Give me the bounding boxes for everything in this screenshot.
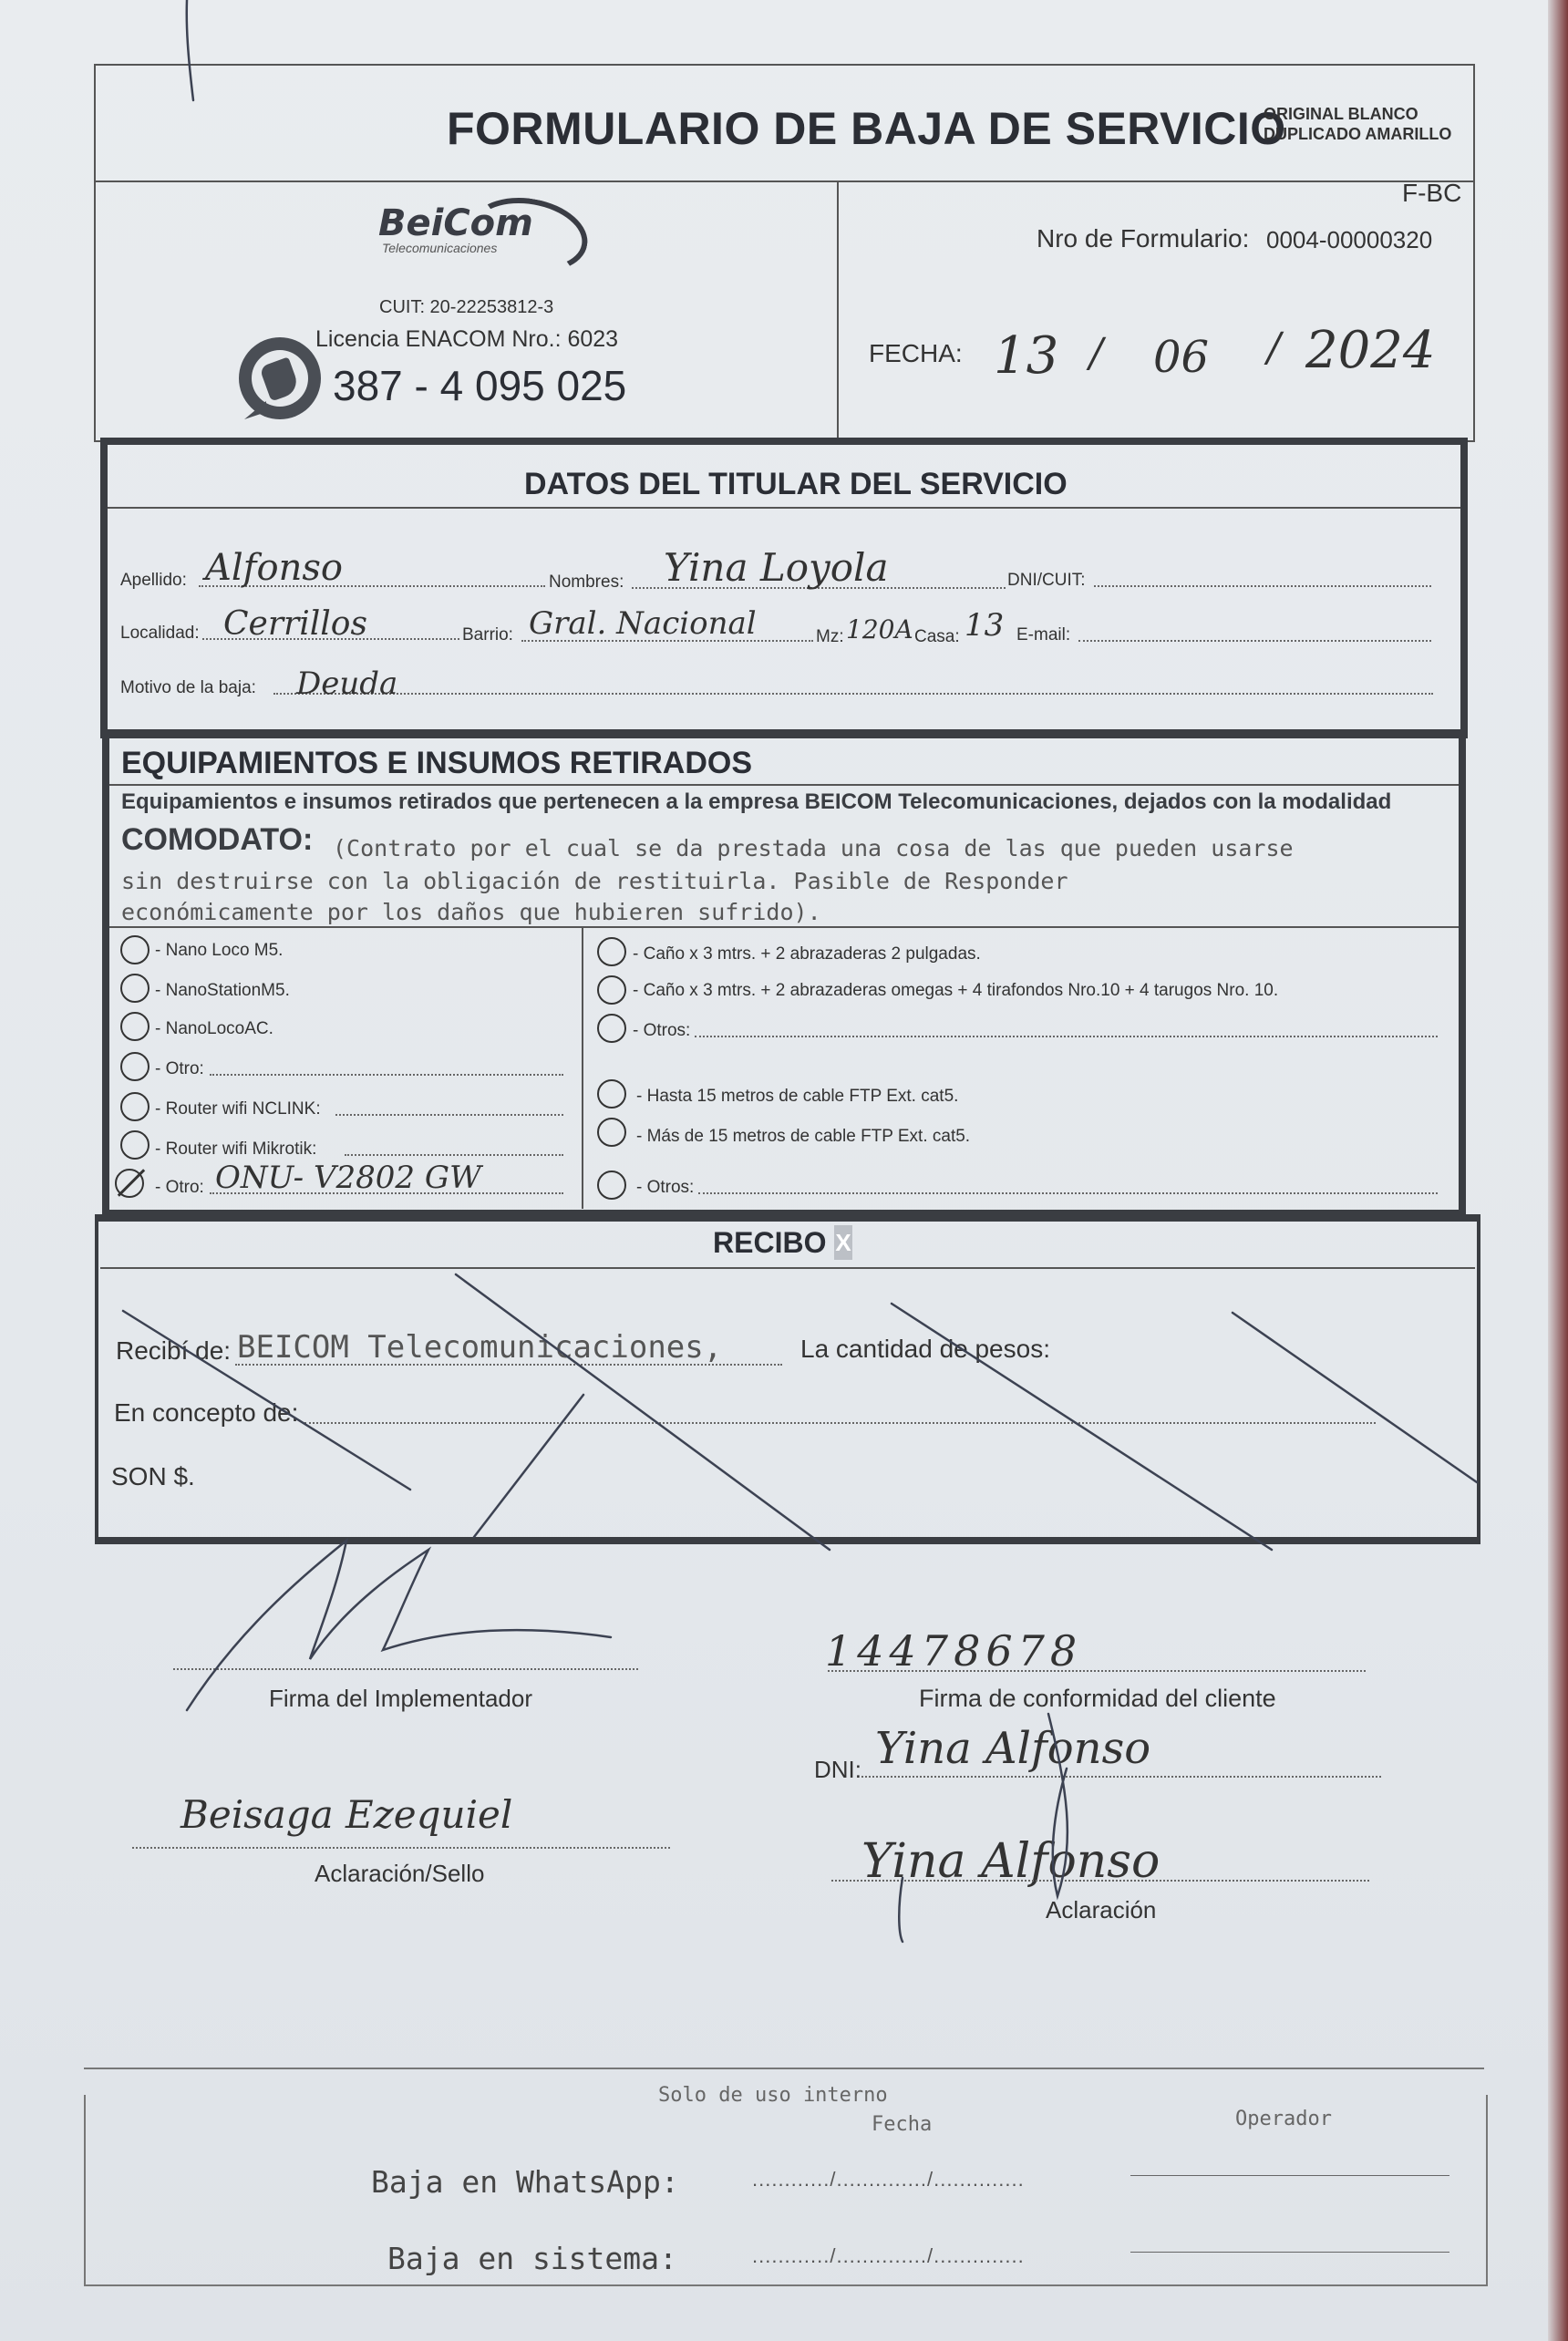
comodato-text-1: (Contrato por el cual se da prestada una cosa de las que pueden usarse	[333, 835, 1294, 861]
cliente-number: 14478678	[825, 1626, 1083, 1676]
recibi-label: Recibí de:	[116, 1336, 232, 1365]
date-day: 13	[994, 326, 1059, 386]
recibo-cross-2	[456, 1274, 830, 1550]
son-label: SON $.	[111, 1462, 195, 1490]
email-label: E-mail:	[1016, 625, 1071, 645]
mz-label: Mz:	[816, 627, 844, 646]
company-phone: 387 - 4 095 025	[333, 362, 627, 409]
nombres-value: Yina Loyola	[664, 545, 889, 590]
titular-title: DATOS DEL TITULAR DEL SERVICIO	[524, 467, 1068, 501]
cliente-label: Firma de conformidad del cliente	[919, 1685, 1276, 1712]
form-code: F-BC	[1402, 179, 1462, 207]
recibo-cross-5	[474, 1395, 583, 1537]
fecha-label: Fecha	[872, 2113, 933, 2136]
recibo-cross-4	[1233, 1313, 1477, 1482]
form-title: FORMULARIO DE BAJA DE SERVICIO	[447, 103, 1286, 154]
aclaracion-sello-value: Beisaga Ezequiel	[181, 1792, 513, 1837]
implementador-signature	[187, 1541, 611, 1710]
barrio-value: Gral. Nacional	[529, 605, 757, 642]
form-number: 0004-00000320	[1266, 226, 1433, 253]
whatsapp-baja-label: Baja en WhatsApp:	[371, 2164, 679, 2200]
cantidad-label: La cantidad de pesos:	[800, 1335, 1050, 1363]
localidad-label: Localidad:	[120, 624, 200, 643]
aclaracion-label: Aclaración	[1046, 1896, 1157, 1923]
casa-value: 13	[965, 607, 1005, 644]
item-router-nclink: - Router wifi NCLINK:	[155, 1099, 321, 1119]
sistema-baja-label: Baja en sistema:	[387, 2241, 677, 2276]
copy-original: ORIGINAL BLANCO	[1264, 105, 1418, 123]
comodato-text-3: económicamente por los daños que hubieren sufrido).	[121, 899, 821, 925]
dni-cuit-label: DNI/CUIT:	[1007, 571, 1086, 590]
barrio-label: Barrio:	[462, 625, 513, 645]
item-otro-1: - Otro:	[155, 1059, 204, 1078]
equipment-intro: Equipamientos e insumos retirados que pertenecen a la empresa BEICOM Telecomunicaciones, dejados con la modalidad	[121, 789, 1392, 814]
whatsapp-date-field[interactable]: ............/............../..............	[752, 2168, 1025, 2191]
sistema-date-field[interactable]: ............/............../..............	[752, 2244, 1025, 2267]
recibo-cross-3	[892, 1304, 1272, 1550]
item-mas-15m: - Más de 15 metros de cable FTP Ext. cat5.	[636, 1127, 971, 1146]
cliente-signature-stroke	[1048, 1714, 1068, 1896]
item-nanoloco-ac: - NanoLocoAC.	[155, 1019, 273, 1038]
date-label: FECHA:	[869, 339, 963, 367]
localidad-value: Cerrillos	[223, 605, 367, 643]
logo-name: BeiCom	[378, 202, 533, 244]
otro-2-value: ONU- V2802 GW	[215, 1160, 481, 1196]
recibi-value: BEICOM Telecomunicaciones,	[237, 1329, 723, 1366]
aclaracion-value: Yina Alfonso	[861, 1834, 1161, 1889]
motivo-value: Deuda	[296, 665, 398, 702]
recibo-title: RECIBO	[713, 1226, 827, 1259]
form-number-label: Nro de Formulario:	[1037, 224, 1250, 253]
date-month: 06	[1153, 332, 1210, 383]
mz-value: 120A	[846, 614, 913, 645]
equipment-title: EQUIPAMIENTOS E INSUMOS RETIRADOS	[121, 746, 753, 780]
date-sep-2: /	[1267, 325, 1281, 371]
item-hasta-15m: - Hasta 15 metros de cable FTP Ext. cat5.	[636, 1087, 959, 1106]
dni-value: Yina Alfonso	[875, 1723, 1151, 1774]
item-cano-2-pulgadas: - Caño x 3 mtrs. + 2 abrazaderas 2 pulgadas.	[633, 944, 981, 964]
dni-label: DNI:	[814, 1756, 861, 1783]
motivo-label: Motivo de la baja:	[120, 678, 256, 697]
top-pen-mark	[187, 0, 193, 100]
concepto-label: En concepto de:	[114, 1398, 299, 1427]
copy-duplicate: DUPLICADO AMARILLO	[1264, 125, 1452, 143]
item-cano-omegas: - Caño x 3 mtrs. + 2 abrazaderas omegas + 4 tirafondos Nro.10 + 4 tarugos Nro. 10.	[633, 981, 1279, 1000]
recibo-mark: X	[834, 1225, 852, 1260]
date-sep-1: /	[1089, 330, 1103, 376]
item-otros-2: - Otros:	[636, 1178, 695, 1197]
company-license: Licencia ENACOM Nro.: 6023	[315, 326, 619, 352]
apellido-label: Apellido:	[120, 571, 187, 590]
item-nano-loco-m5: - Nano Loco M5.	[155, 941, 284, 960]
item-otro-2: - Otro:	[155, 1178, 204, 1197]
internal-title: Solo de uso interno	[658, 2084, 888, 2107]
item-otros-1: - Otros:	[633, 1021, 691, 1040]
nombres-label: Nombres:	[549, 572, 624, 592]
comodato-text-2: sin destruirse con la obligación de restituirla. Pasible de Responder	[121, 868, 1068, 894]
apellido-value: Alfonso	[205, 547, 343, 589]
operador-label: Operador	[1235, 2108, 1332, 2130]
company-cuit: CUIT: 20-22253812-3	[379, 297, 554, 317]
item-router-mikrotik: - Router wifi Mikrotik:	[155, 1140, 317, 1159]
item-nanostation-m5: - NanoStationM5.	[155, 981, 290, 1000]
aclaracion-sello-label: Aclaración/Sello	[315, 1860, 485, 1887]
implementador-label: Firma del Implementador	[269, 1685, 532, 1712]
comodato-word: COMODATO:	[121, 822, 314, 857]
recibo-cross-1	[123, 1311, 410, 1490]
date-year: 2024	[1305, 321, 1436, 380]
casa-label: Casa:	[914, 627, 960, 646]
aclaracion-signature-stroke	[899, 1878, 903, 1942]
logo-sub: Telecomunicaciones	[382, 241, 498, 255]
